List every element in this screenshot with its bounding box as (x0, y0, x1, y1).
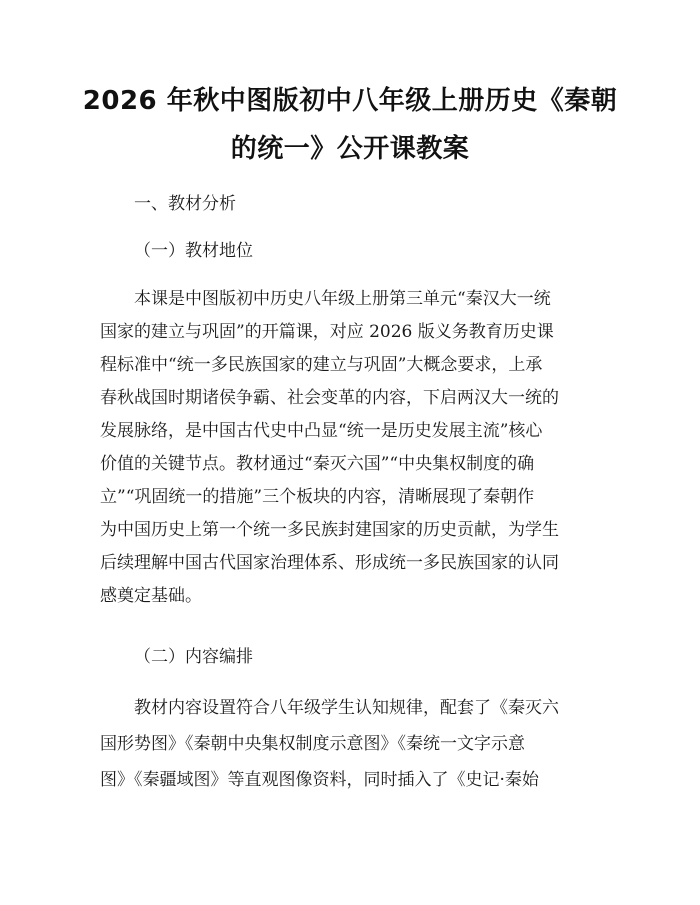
paragraph-line: 为中国历史上第一个统一多民族封建国家的历史贡献，为学生 (100, 520, 559, 540)
subheading-content-arrangement: （二）内容编排 (134, 647, 253, 667)
paragraph-line: 立”“巩固统一的措施”三个板块的内容，清晰展现了秦朝作 (100, 487, 535, 507)
paragraph-line: 教材内容设置符合八年级学生认知规律，配套了《秦灭六 (134, 698, 559, 718)
paragraph-line: 国形势图》《秦朝中央集权制度示意图》《秦统一文字示意 (100, 734, 525, 754)
paragraph-line: 程标准中“统一多民族国家的建立与巩固”大概念要求，上承 (100, 355, 543, 375)
paragraph-line: 后续理解中国古代国家治理体系、形成统一多民族国家的认同 (100, 553, 559, 573)
paragraph-line: 春秋战国时期诸侯争霸、社会变革的内容，下启两汉大一统的 (100, 388, 559, 408)
paragraph-line: 感奠定基础。 (100, 586, 202, 606)
section-heading-textbook-analysis: 一、教材分析 (134, 194, 236, 214)
document-title-line-2: 的统一》公开课教案 (230, 134, 470, 164)
paragraph-line: 图》《秦疆域图》等直观图像资料，同时插入了《史记·秦始 (100, 770, 539, 790)
subheading-textbook-status: （一）教材地位 (134, 241, 253, 261)
paragraph-line: 价值的关键节点。教材通过“秦灭六国”“中央集权制度的确 (100, 454, 535, 474)
paragraph-line: 国家的建立与巩固”的开篇课，对应 2026 版义务教育历史课 (100, 322, 554, 342)
document-title-line-1: 2026 年秋中图版初中八年级上册历史《秦朝 (82, 86, 618, 116)
paragraph-line: 发展脉络，是中国古代史中凸显“统一是历史发展主流”核心 (100, 421, 543, 441)
paragraph-line: 本课是中图版初中历史八年级上册第三单元“秦汉大一统 (134, 289, 551, 309)
